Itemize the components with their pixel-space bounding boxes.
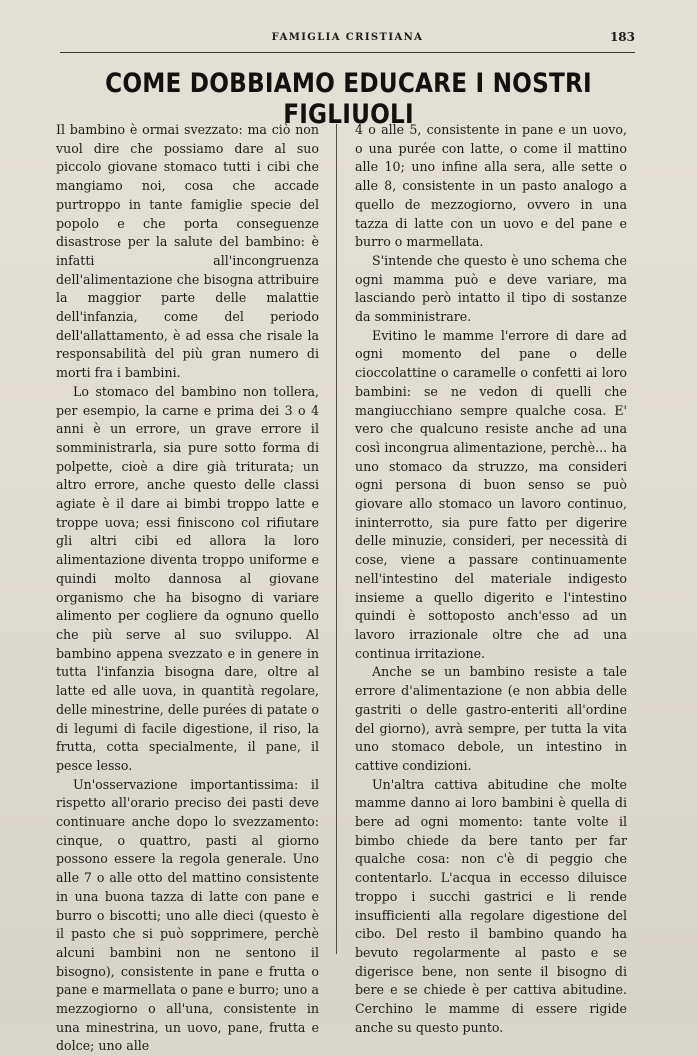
article-title: COME DOBBIAMO EDUCARE I NOSTRI FIGLIUOLI <box>105 68 592 130</box>
paragraph: Lo stomaco del bambino non tollera, per esempio, la carne e prima dei 3 o 4 anni è un errore, un grave errore il somministrarla, sia pure sotto forma di polpette, cioè a dire già triturata; un altro errore, anche questo delle classi agiate è il dare ai bimbi troppo latte e troppe uova; essi finiscono col rifiutare gli altri cibi ed allora la loro alimentazione diventa troppo uniforme e quindi molto dannosa al giovane organismo che ha bisogno di variare alimento per cogliere da ognuno quello che più serve al suo sviluppo. Al bambino appena svezzato e in genere in tutta l'infanzia bisogna dare, oltre al latte ed alle uova, in quantità regolare, delle minestrine, delle purées di patate o di legumi di facile digestione, il riso, la frutta, cotta specialmente, il pane, il pesce lesso. <box>56 383 319 773</box>
magazine-name: FAMIGLIA CRISTIANA <box>271 32 424 43</box>
paragraph: 4 o alle 5, consistente in pane e un uovo, o una purée con latte, o come il mattino alle 10; uno infine alla sera, alle sette o alle 8, consistente in un pasto analogo a quello de mezzogiorno, ovvero in una tazza di latte con un uovo e del pane e burro o marmellata. <box>355 122 627 250</box>
paragraph: Evitino le mamme l'errore di dare ad ogni momento del pane o delle cioccolattine o caramelle o confetti ai loro bambini: se ne vedon di quelli che mangiucchiano sempre qualche cosa. E' vero che qualcuno resiste anche ad una così incongrua alimentazione, perchè... ha uno stomaco da struzzo, ma consideri ogni persona di buon senso se può giovare allo stomaco un lavoro continuo, ininterrotto, sia pure fatto per digerire delle minuzie, consideri, per necessità di cose, viene a passare continuamente nell'intestino del materiale indigesto insieme a quello digerito e l'intestino quindi è sottoposto anch'esso ad un lavoro irrazionale oltre che ad una continua irritazione. <box>355 327 627 661</box>
paragraph: Anche se un bambino resiste a tale errore d'alimentazione (e non abbia delle gastriti o delle gastro-enteriti all'ordine del giorno), avrà sempre, per tutta la vita uno stomaco debole, un intestino in cattive condizioni. <box>355 664 627 773</box>
paragraph: Un'altra cattiva abitudine che molte mamme danno ai loro bambini è quella di bere ad ogni momento: tante volte il bimbo chiede da bere tanto per far qualche cosa: non c'è di peggio che contentarlo. L'acqua in eccesso diluisce troppo i succhi gastrici e li rende insufficienti alla regolare digestione del cibo. Del resto il bambino quando ha bevuto regolarmente al pasto e se digerisce bene, non sente il bisogno di bere e se chiede è per cattiva abitudine. Cerchino le mamme di essere rigide anche su questo punto. <box>355 776 627 1035</box>
page-number: 183 <box>609 30 635 44</box>
paragraph: Il bambino è ormai svezzato: ma ciò non vuol dire che possiamo dare al suo piccolo giovane stomaco tutti i cibi che mangiamo noi, cosa che accade purtroppo in tante famiglie specie del popolo e che porta conseguenze disastrose per la salute del bambino: è infatti all'incongruenza dell'alimentazione che bisogna attribuire la maggior parte delle malattie dell'infanzia, come del periodo dell'allattamento, è ad essa che risale la responsabilità del più gran numero di morti fra i bambini. <box>56 122 319 381</box>
left-column <box>56 121 319 1056</box>
header-rule <box>60 52 635 53</box>
paragraph: S'intende che questo è uno schema che ogni mamma può e deve variare, ma lasciando però intatto il tipo di sostanze da somministrare. <box>355 252 627 325</box>
page-header <box>60 30 635 50</box>
right-column <box>355 121 627 1037</box>
column-divider <box>336 124 337 954</box>
paragraph: Un'osservazione importantissima: il rispetto all'orario preciso dei pasti deve continuare anche dopo lo svezzamento: cinque, o quattro, pasti al giorno possono essere la regola generale. Uno alle 7 o alle otto del mattino consistente in una buona tazza di latte con pane e burro o biscotti; uno alle dieci (questo è il pasto che si può sopprimere, perchè alcuni bambini non ne sentono il bisogno), consistente in pane e frutta o pane e marmellata o pane e burro; uno a mezzogiorno o all'una, consistente in una minestrina, un uovo, pane, frutta e dolce; uno alle <box>56 776 319 1054</box>
